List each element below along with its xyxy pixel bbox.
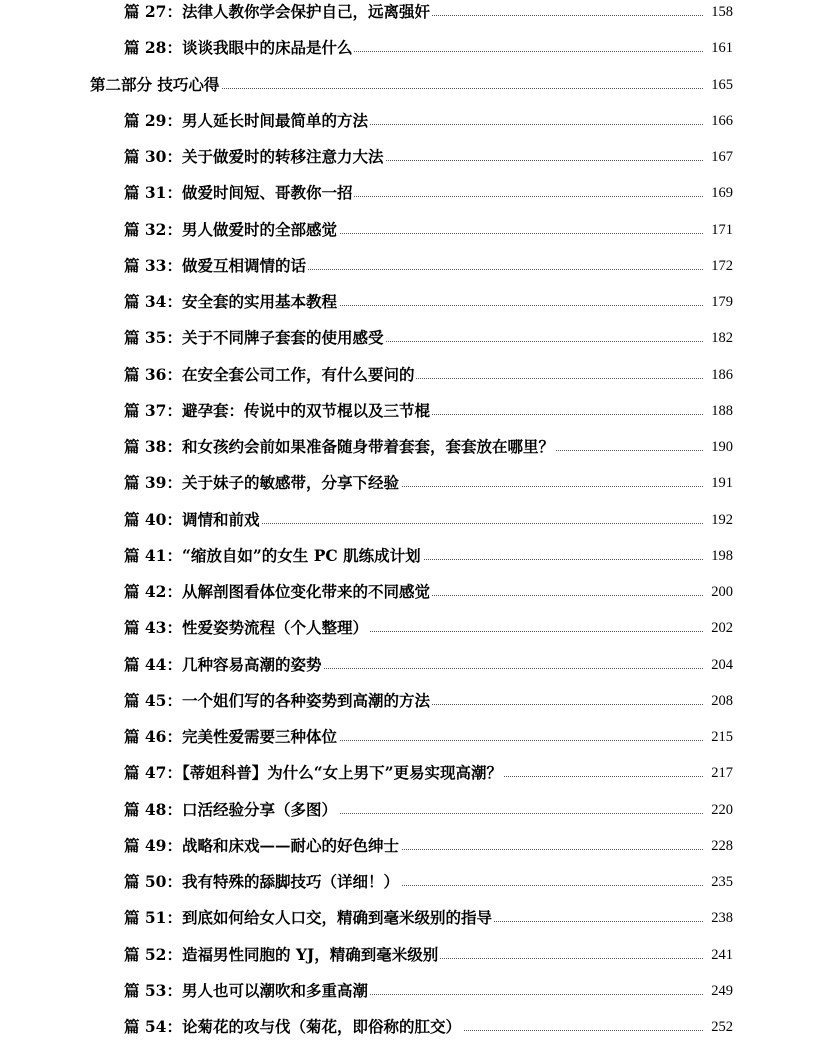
toc-entry[interactable] — [0, 653, 813, 677]
toc-page-number: 228 — [711, 837, 733, 854]
toc-title: 篇 43：性爱姿势流程（个人整理） — [124, 618, 368, 638]
toc-title-wrap — [124, 798, 339, 822]
toc-title: 篇 34：安全套的实用基本教程 — [124, 292, 337, 311]
toc-page-number: 158 — [711, 4, 733, 20]
toc-entry[interactable] — [0, 870, 813, 894]
toc-page-number: 198 — [711, 547, 733, 564]
toc-title: 篇 36：在安全套公司工作，有什么要问的 — [124, 364, 415, 384]
toc-entry[interactable] — [0, 943, 813, 967]
toc-title: 篇 35：关于不同牌子套套的使用感受 — [124, 328, 384, 348]
toc-title-wrap — [124, 36, 354, 60]
toc-entry[interactable] — [0, 363, 813, 387]
toc-title: 篇 54：论菊花的攻与伐（菊花，即俗称的肛交） — [124, 1017, 461, 1036]
toc-title: 篇 53：男人也可以潮吹和多重高潮 — [124, 980, 368, 1000]
toc-title: 篇 48：口活经验分享（多图） — [124, 799, 337, 819]
toc-entry[interactable] — [0, 580, 813, 604]
toc-page-number: 171 — [711, 221, 733, 238]
toc-entry[interactable] — [0, 1015, 813, 1039]
toc-title: 篇 29：男人延长时间最简单的方法 — [124, 110, 368, 130]
toc-entry[interactable] — [0, 834, 813, 858]
toc-title-wrap — [124, 653, 323, 677]
toc-page-number: 161 — [711, 40, 733, 57]
toc-title: 篇 49：战略和床戏——耐心的好色绅士 — [124, 835, 399, 855]
toc-page-number: 202 — [711, 620, 733, 637]
toc-page-number: 208 — [711, 692, 733, 709]
toc-title-wrap — [124, 544, 423, 568]
toc-page-number: 172 — [711, 257, 733, 274]
toc-entry[interactable] — [0, 109, 813, 133]
toc-title: 篇 45：一个姐们写的各种姿势到高潮的方法 — [124, 690, 430, 710]
toc-title: 篇 52：造福男性同胞的 YJ，精确到毫米级别 — [124, 944, 439, 964]
toc-title-wrap — [124, 906, 494, 930]
toc-title: 篇 31：做爱时间短、哥教你一招 — [124, 183, 353, 203]
toc-title-wrap — [124, 689, 432, 713]
toc-title: 篇 41：“缩放自如”的女生 PC 肌练成计划 — [124, 545, 421, 565]
toc-title: 篇 37：避孕套：传说中的双节棍以及三节棍 — [124, 400, 430, 420]
toc-page-number: 188 — [711, 402, 733, 419]
toc-page-number: 186 — [711, 366, 733, 383]
toc-title-wrap — [124, 254, 308, 278]
toc-page-number: 249 — [711, 982, 733, 999]
toc-entry[interactable] — [0, 218, 813, 242]
toc-entry[interactable] — [0, 761, 813, 785]
toc-title: 篇 47：【蒂姐科普】为什么“女上男下”更易实现高潮？ — [124, 763, 503, 783]
toc-title-wrap — [124, 979, 370, 1003]
toc-page-number: 217 — [711, 765, 733, 782]
toc-entry[interactable] — [0, 689, 813, 713]
toc-page-number: 238 — [711, 910, 733, 927]
toc-title: 篇 44：几种容易高潮的姿势 — [124, 654, 322, 674]
toc-page-number: 190 — [711, 439, 733, 455]
toc-title-wrap — [124, 870, 401, 894]
toc-title: 篇 32：男人做爱时的全部感觉 — [124, 219, 337, 239]
toc-entry[interactable] — [0, 0, 813, 24]
toc-entry[interactable] — [0, 435, 813, 459]
toc-entry[interactable] — [0, 290, 813, 314]
toc-entry[interactable] — [0, 508, 813, 532]
toc-entry[interactable] — [0, 544, 813, 568]
toc-page-number: 167 — [711, 149, 733, 165]
toc-title-wrap — [124, 109, 370, 133]
toc-title-wrap — [124, 399, 432, 423]
toc-title-wrap — [124, 145, 385, 169]
toc-entry[interactable] — [0, 616, 813, 640]
toc-title-wrap — [124, 616, 370, 640]
toc-title: 篇 51：到底如何给女人口交，精确到毫米级别的指导 — [124, 908, 492, 928]
toc-title: 篇 28：谈谈我眼中的床品是什么 — [124, 38, 353, 58]
toc-entry[interactable] — [0, 399, 813, 423]
toc-title: 篇 42：从解剖图看体位变化带来的不同感觉 — [124, 582, 430, 601]
toc-entry[interactable] — [0, 725, 813, 749]
toc-title-wrap — [124, 181, 354, 205]
toc-title-wrap — [124, 290, 339, 314]
toc-title-wrap — [124, 943, 440, 967]
toc-title-wrap — [124, 0, 432, 24]
toc-part-heading[interactable] — [0, 73, 813, 97]
toc-title-wrap — [124, 834, 401, 858]
toc-page-number: 179 — [711, 294, 733, 310]
toc-page-number: 169 — [711, 185, 733, 202]
toc-entry[interactable] — [0, 145, 813, 169]
toc-title: 篇 33：做爱互相调情的话 — [124, 255, 306, 275]
toc-entry[interactable] — [0, 906, 813, 930]
toc-page-number: 165 — [711, 76, 733, 93]
toc-title-wrap — [124, 435, 556, 459]
toc-title: 篇 38：和女孩约会前如果准备随身带着套套，套套放在哪里？ — [124, 437, 554, 456]
toc-page-number: 241 — [711, 946, 733, 963]
toc-title: 篇 46：完美性爱需要三种体位 — [124, 727, 337, 746]
toc-page-number: 182 — [711, 330, 733, 347]
toc-title: 第二部分 技巧心得 — [90, 74, 220, 94]
toc-page-number: 166 — [711, 112, 733, 129]
toc-entry[interactable] — [0, 471, 813, 495]
toc-title-wrap — [124, 471, 401, 495]
toc-page-number: 191 — [711, 475, 733, 492]
toc-entry[interactable] — [0, 254, 813, 278]
toc-entry[interactable] — [0, 798, 813, 822]
toc-title: 篇 50：我有特殊的舔脚技巧（详细！） — [124, 872, 399, 891]
toc-title: 篇 30：关于做爱时的转移注意力大法 — [124, 147, 384, 166]
toc-title-wrap — [124, 761, 504, 785]
toc-page-number: 192 — [711, 511, 733, 528]
toc-title: 篇 27：法律人教你学会保护自己，远离强奸 — [124, 2, 430, 21]
toc-title-wrap — [124, 580, 432, 604]
toc-page-number: 235 — [711, 874, 733, 890]
toc-title-wrap — [124, 326, 385, 350]
toc-entry[interactable] — [0, 36, 813, 60]
toc-page-number: 204 — [711, 656, 733, 673]
toc-title-wrap — [124, 508, 261, 532]
toc-title: 篇 39：关于妹子的敏感带，分享下经验 — [124, 473, 399, 493]
toc-title-wrap — [124, 218, 339, 242]
toc-page-number: 220 — [711, 801, 733, 818]
toc-entry[interactable] — [0, 326, 813, 350]
toc-title-wrap — [124, 363, 416, 387]
toc-entry[interactable] — [0, 181, 813, 205]
toc-title-wrap — [90, 73, 221, 97]
toc-entry[interactable] — [0, 979, 813, 1003]
toc-title-wrap — [124, 725, 339, 749]
toc-page-number: 252 — [711, 1019, 733, 1035]
toc-title-wrap — [124, 1015, 463, 1039]
toc-page-number: 215 — [711, 729, 733, 745]
toc-page-number: 200 — [711, 584, 733, 600]
toc-title: 篇 40：调情和前戏 — [124, 509, 260, 529]
